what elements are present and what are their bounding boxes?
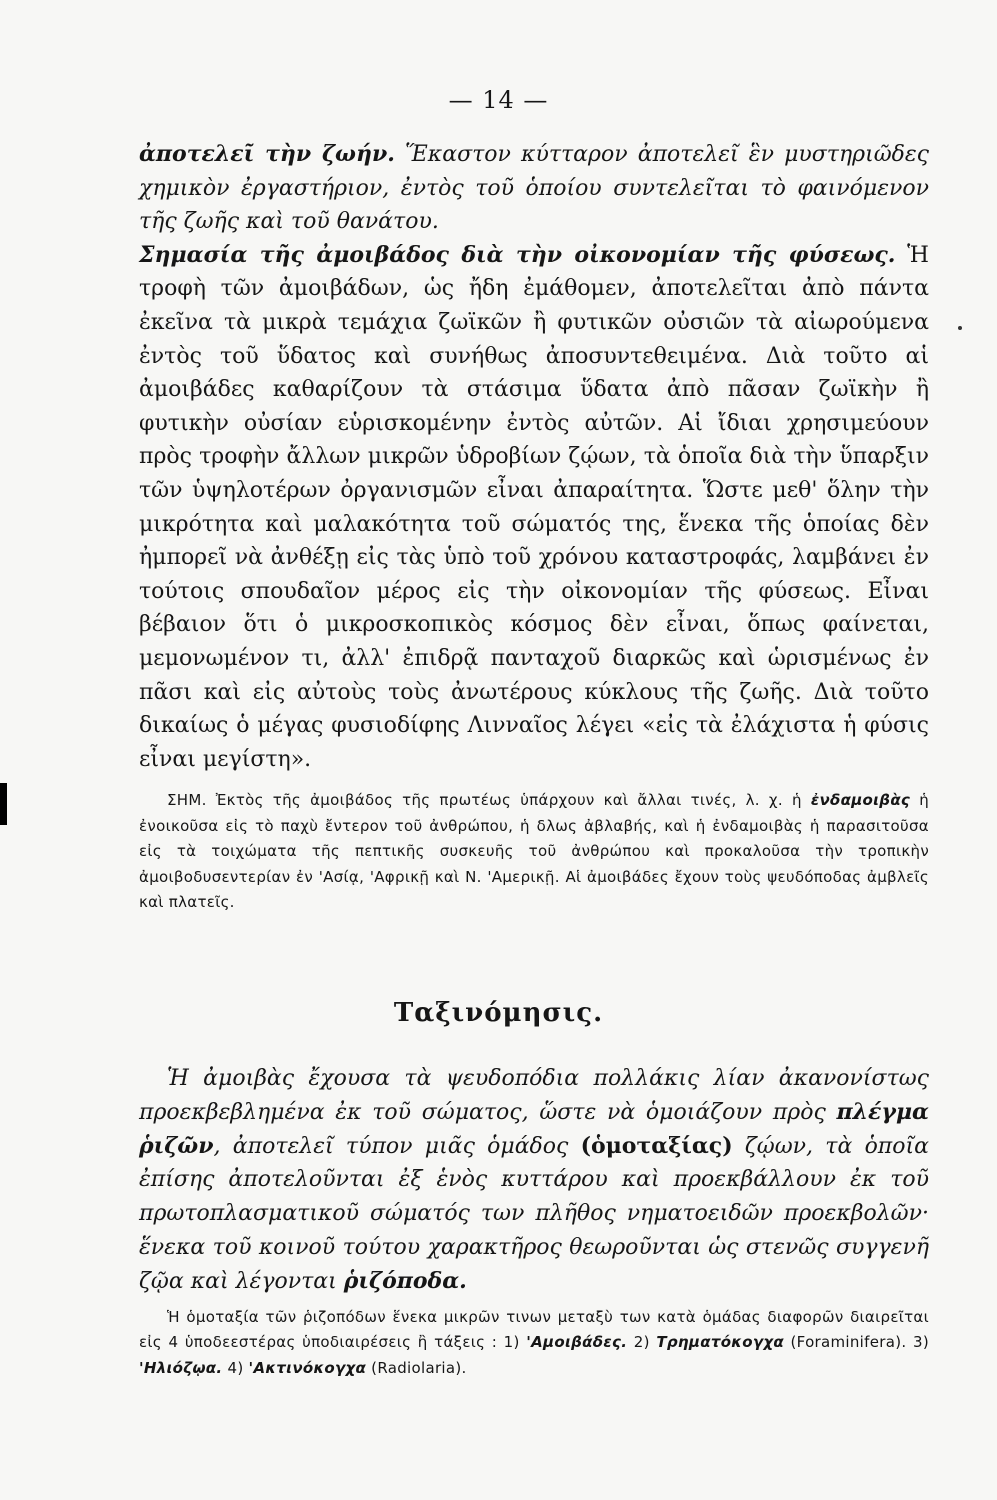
main-text-block bbox=[139, 138, 929, 916]
section-subheading: Σημασία τῆς ἀμοιβάδος διὰ τὴν οἰκονομίαν τῆς φύσεως. bbox=[139, 241, 896, 268]
classification-block bbox=[139, 1062, 929, 1381]
footnote-amoeba bbox=[139, 788, 929, 916]
footnote-text-b: ἡ ἐνοικοῦσα εἰς τὸ παχὺ ἔντερον τοῦ ἀνθρώπου, ἡ δλως ἀβλαβής, καὶ ἡ ἐνδαμοιβὰς ἡ παρασιτοῦσα εἰς τὰ τοιχώματα τῆς πεπτικῆς συσκευῆς τοῦ ἀνθρώπου καὶ προκαλοῦσα τὴν τροπικὴν ἀμοιβοδυσεντερίαν ἐν 'Ασίᾳ, 'Αφρικῇ καὶ Ν. 'Αμερικῇ. Αἱ ἀμοιβάδες ἔχουν τοὺς ψευδόποδας ἀμβλεῖς καὶ πλατεῖς. bbox=[139, 791, 929, 912]
footnote-orders bbox=[139, 1305, 929, 1382]
classification-text-3: ζῴων, τὰ ὁποῖα ἐπίσης ἀποτελοῦνται ἐξ ἑνὸς κυττάρου καὶ προεκβάλλουν ἐκ τοῦ πρωτοπλασματικοῦ σώματός των πλῆθος νηματοειδῶν προεκβολῶν· ἕνεκα τοῦ κοινοῦ τούτου χαρακτῆρος θεωροῦνται ὡς στενῶς συγγενῆ ζῷα καὶ λέγονται bbox=[139, 1133, 929, 1294]
paragraph-classification bbox=[139, 1062, 929, 1299]
term-class: (ὁμοταξίας) bbox=[580, 1132, 733, 1159]
classification-text-2: , ἀποτελεῖ τύπον μιᾶς ὁμάδος bbox=[213, 1133, 581, 1159]
section-heading: Ταξινόμησις. bbox=[393, 998, 604, 1028]
term-root-network: πλέγμα ῥιζῶν bbox=[139, 1098, 929, 1159]
order-radiolaria: 'Ακτινόκογχα bbox=[248, 1358, 367, 1377]
footnote-term: ἐνδαμοιβὰς bbox=[810, 791, 911, 810]
page-number: — 14 — bbox=[448, 86, 549, 114]
footnote-label: ΣΗΜ. bbox=[167, 791, 207, 810]
scan-speck bbox=[958, 326, 962, 330]
orders-text-1: Ἡ ὁμοταξία τῶν ῥιζοπόδων ἕνεκα μικρῶν τινων μεταξὺ των κατὰ ὁμάδας διαφορῶν διαιρεῖται εἰς 4 ὑποδεεστέρας ὑποδιαιρέσεις ἢ τάξεις : 1) bbox=[139, 1307, 929, 1352]
term-rhizopoda: ῥιζόποδα. bbox=[343, 1267, 467, 1294]
orders-text-3: (Foraminifera). 3) bbox=[783, 1333, 929, 1352]
classification-text-1: Ἡ ἀμοιβὰς ἔχουσα τὰ ψευδοπόδια πολλάκις λίαν ἀκανονίστως προεκβεβλημένα ἐκ τοῦ σώματος, ὥστε νὰ ὁμοιάζουν πρὸς bbox=[139, 1066, 929, 1125]
orders-text-4: 4) bbox=[222, 1358, 249, 1377]
orders-text-2: 2) bbox=[627, 1333, 657, 1352]
order-heliozoa: 'Ηλιόζῳα. bbox=[139, 1358, 223, 1377]
paragraph-significance bbox=[139, 239, 929, 777]
footnote-text-a: Ἐκτὸς τῆς ἀμοιβάδος τῆς πρωτέως ὑπάρχουν καὶ ἄλλαι τινές, λ. χ. ἡ bbox=[206, 791, 811, 810]
scan-edge-mark bbox=[0, 783, 7, 825]
paragraph-significance-text: Ἡ τροφὴ τῶν ἀμοιβάδων, ὡς ἤδη ἐμάθομεν, ἀποτελεῖται ἀπὸ πάντα ἐκεῖνα τὰ μικρὰ τεμάχια ζωϊκῶν ἢ φυτικῶν οὐσιῶν τὰ αἰωρούμενα ἐντὸς τοῦ ὕδατος καὶ συνήθως ἀποσυντεθειμένα. Διὰ τοῦτο αἱ ἀμοιβάδες καθαρίζουν τὰ στάσιμα ὕδατα ἀπὸ πᾶσαν ζωϊκὴν ἢ φυτικὴν οὐσίαν εὑρισκομένην ἐντὸς αὐτῶν. Αἱ ἴδιαι χρησιμεύουν πρὸς τροφὴν ἄλλων μικρῶν ὑδροβίων ζῴων, τὰ ὁποῖα διὰ τὴν ὕπαρξιν τῶν ὑψηλοτέρων ὀργανισμῶν εἶναι ἀπαραίτητα. Ὥστε μεθ' ὅλην τὴν μικρότητα καὶ μαλακότητα τοῦ σώματός της, ἕνεκα τῆς ὁποίας δὲν ἠμπορεῖ νὰ ἀνθέξῃ εἰς τὰς ὑπὸ τοῦ χρόνου καταστροφάς, λαμβάνει ἐν τούτοις σπουδαῖον μέρος εἰς τὴν οἰκονομίαν τῆς φύσεως. Εἶναι βέβαιον ὅτι ὁ μικροσκοπικὸς κόσμος δὲν εἶναι, ὅπως φαίνεται, μεμονωμένον τι, ἀλλ' ἐπιδρᾷ πανταχοῦ διαρκῶς καὶ ὡρισμένως ἐν πᾶσι καὶ εἰς αὐτοὺς τοὺς ἀνωτέρους κύκλους τῆς ζωῆς. Διὰ τοῦτο δικαίως ὁ μέγας φυσιοδίφης Λινναῖος λέγει «εἰς τὰ ἐλάχιστα ἡ φύσις εἶναι μεγίστη». bbox=[139, 242, 929, 772]
orders-text-5: (Radiolaria). bbox=[366, 1358, 467, 1377]
order-foraminifera: Τρηματόκογχα bbox=[656, 1333, 784, 1352]
paragraph-intro-text: Ἕκαστον κύτταρον ἀποτελεῖ ἓν μυστηριῶδες χημικὸν ἐργαστήριον, ἐντὸς τοῦ ὁποίου συντελεῖται τὸ φαινόμενον τῆς ζωῆς καὶ τοῦ θανάτου. bbox=[139, 142, 930, 235]
paragraph-lead: ἀποτελεῖ τὴν ζωήν. bbox=[139, 141, 395, 167]
order-amoebae: 'Αμοιβάδες. bbox=[526, 1333, 628, 1352]
paragraph-intro bbox=[139, 138, 929, 239]
